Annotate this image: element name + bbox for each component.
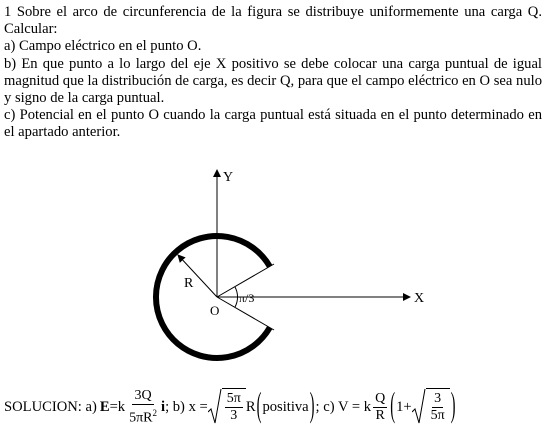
solution-line: SOLUCION: a) E = k $\frac{3Q}{5\pi R^2}$ i ; b) x = $\frac{5\pi}{3}$ R ( positiva ) ; c) V = k $\frac{Q}{R}$ ( 1+ $\frac{3}{5\pi}$ ) bbox=[4, 386, 456, 426]
sqrt-c-denominator: 5π bbox=[430, 408, 445, 423]
potential-numerator: Q bbox=[375, 390, 386, 406]
equals-sign-a: = bbox=[109, 398, 118, 415]
separator-c: ; c) V = k bbox=[315, 398, 372, 415]
angle-label: π/3 bbox=[239, 291, 255, 305]
one-plus: 1+ bbox=[396, 398, 412, 415]
x-axis-label: X bbox=[414, 291, 425, 306]
sqrt-b-denominator: 3 bbox=[230, 408, 238, 423]
charge-sign: positiva bbox=[262, 398, 309, 415]
origin-label: O bbox=[210, 303, 220, 318]
radical-sign bbox=[208, 388, 222, 426]
k-constant-a: k bbox=[117, 398, 126, 415]
problem-line-a: a) Campo eléctrico en el punto O. bbox=[4, 38, 202, 55]
radical-sign bbox=[412, 388, 426, 426]
separator-b: ; b) x = bbox=[165, 398, 208, 415]
problem-line-c: c) Potencial en el punto O cuando la carga puntual está situada en el punto determinado en el apartado anterior. bbox=[4, 107, 542, 141]
radius-symbol-b: R bbox=[245, 398, 256, 415]
sqrt-c-numerator: 3 bbox=[434, 391, 442, 406]
field-fraction bbox=[127, 388, 159, 427]
field-vector-symbol: E bbox=[99, 398, 110, 415]
sqrt-b bbox=[208, 388, 246, 426]
field-denominator: $5\pi R^2$ bbox=[129, 407, 157, 426]
solution-prefix: SOLUCION: a) bbox=[4, 398, 97, 415]
problem-line-intro: 1 Sobre el arco de circunferencia de la figura se distribuye uniformemente una carga Q. Calcular: bbox=[4, 4, 542, 38]
sqrt-b-numerator: 5π bbox=[226, 391, 241, 406]
y-axis-label: Y bbox=[223, 170, 234, 185]
field-numerator: 3Q bbox=[134, 387, 152, 403]
problem-line-b: b) En que punto a lo largo del eje X positivo se debe colocar una carga puntual de igual magnitud que la distribución de carga, es decir Q, para que el campo eléctrico en O sea nulo y signo de la carga puntual. bbox=[4, 55, 542, 107]
sqrt-c bbox=[412, 388, 450, 426]
potential-denominator: R bbox=[375, 407, 385, 423]
exponent: 2 bbox=[152, 407, 157, 418]
unit-vector-i: i bbox=[161, 398, 166, 415]
radius-label: R bbox=[184, 276, 194, 291]
potential-fraction bbox=[373, 391, 387, 424]
